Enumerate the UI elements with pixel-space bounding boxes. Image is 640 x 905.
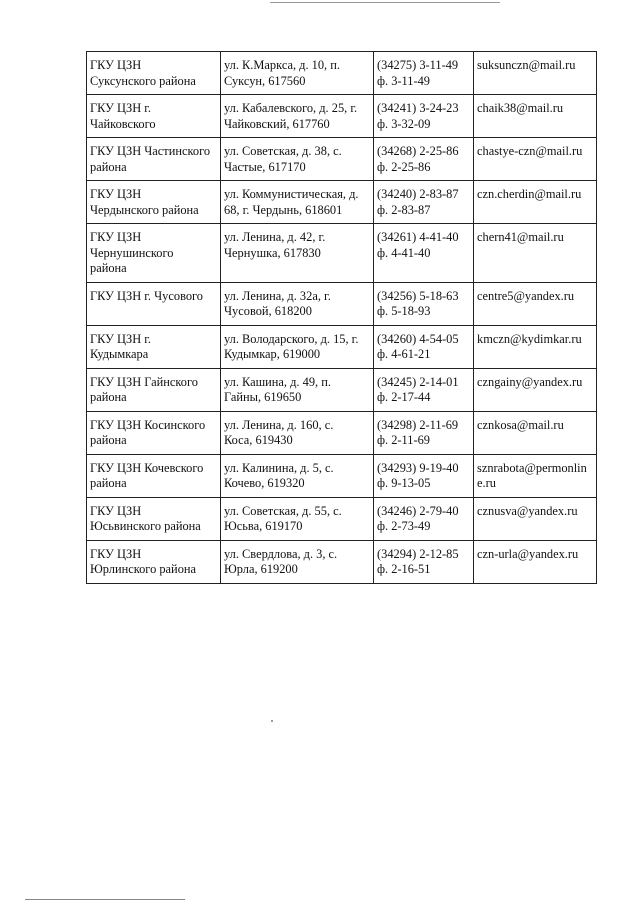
table-row <box>87 497 597 540</box>
email-cell: suksunczn@mail.ru <box>474 52 597 95</box>
phone-cell: (34240) 2-83-87 ф. 2-83-87 <box>374 181 474 224</box>
table-row <box>87 540 597 583</box>
center-name-cell: ГКУ ЦЗН г. Чайковского <box>87 95 221 138</box>
phone-cell: (34241) 3-24-23 ф. 3-32-09 <box>374 95 474 138</box>
email-cell: chastye-czn@mail.ru <box>474 138 597 181</box>
phone-cell: (34293) 9-19-40 ф. 9-13-05 <box>374 454 474 497</box>
email-cell: czn-urla@yandex.ru <box>474 540 597 583</box>
address-cell: ул. Кашина, д. 49, п. Гайны, 619650 <box>221 368 374 411</box>
center-name-cell: ГКУ ЦЗН г. Кудымкара <box>87 325 221 368</box>
email-cell: kmczn@kydimkar.ru <box>474 325 597 368</box>
center-name-cell: ГКУ ЦЗН Юсьвинского района <box>87 497 221 540</box>
phone-cell: (34268) 2-25-86 ф. 2-25-86 <box>374 138 474 181</box>
address-cell: ул. Ленина, д. 32а, г. Чусовой, 618200 <box>221 282 374 325</box>
table-row <box>87 325 597 368</box>
address-cell: ул. Коммунистическая, д. 68, г. Чердынь, 618601 <box>221 181 374 224</box>
phone-cell: (34275) 3-11-49 ф. 3-11-49 <box>374 52 474 95</box>
email-cell: sznrabota@permonline.ru <box>474 454 597 497</box>
employment-centers-table <box>86 51 597 584</box>
address-cell: ул. Советская, д. 55, с. Юсьва, 619170 <box>221 497 374 540</box>
scan-top-rule <box>270 2 500 3</box>
email-cell: cznusva@yandex.ru <box>474 497 597 540</box>
address-cell: ул. Ленина, д. 42, г. Чернушка, 617830 <box>221 224 374 283</box>
table-row <box>87 368 597 411</box>
phone-cell: (34256) 5-18-63 ф. 5-18-93 <box>374 282 474 325</box>
phone-cell: (34260) 4-54-05 ф. 4-61-21 <box>374 325 474 368</box>
table-row <box>87 282 597 325</box>
phone-cell: (34298) 2-11-69 ф. 2-11-69 <box>374 411 474 454</box>
email-cell: czn.cherdin@mail.ru <box>474 181 597 224</box>
center-name-cell: ГКУ ЦЗН Чердынского района <box>87 181 221 224</box>
center-name-cell: ГКУ ЦЗН Кочевского района <box>87 454 221 497</box>
center-name-cell: ГКУ ЦЗН Юрлинского района <box>87 540 221 583</box>
address-cell: ул. Кабалевского, д. 25, г. Чайковский, 617760 <box>221 95 374 138</box>
address-cell: ул. Свердлова, д. 3, с. Юрла, 619200 <box>221 540 374 583</box>
address-cell: ул. Ленина, д. 160, с. Коса, 619430 <box>221 411 374 454</box>
center-name-cell: ГКУ ЦЗН Гайнского района <box>87 368 221 411</box>
phone-cell: (34261) 4-41-40 ф. 4-41-40 <box>374 224 474 283</box>
center-name-cell: ГКУ ЦЗН Суксунского района <box>87 52 221 95</box>
phone-cell: (34294) 2-12-85 ф. 2-16-51 <box>374 540 474 583</box>
table-row <box>87 181 597 224</box>
address-cell: ул. Володарского, д. 15, г. Кудымкар, 619000 <box>221 325 374 368</box>
address-cell: ул. К.Маркса, д. 10, п. Суксун, 617560 <box>221 52 374 95</box>
email-cell: centre5@yandex.ru <box>474 282 597 325</box>
table-row <box>87 138 597 181</box>
table-row <box>87 454 597 497</box>
center-name-cell: ГКУ ЦЗН Частинского района <box>87 138 221 181</box>
table-row <box>87 52 597 95</box>
email-cell: czngainy@yandex.ru <box>474 368 597 411</box>
phone-cell: (34245) 2-14-01 ф. 2-17-44 <box>374 368 474 411</box>
table-row <box>87 224 597 283</box>
center-name-cell: ГКУ ЦЗН Косинского района <box>87 411 221 454</box>
email-cell: cznkosa@mail.ru <box>474 411 597 454</box>
email-cell: chaik38@mail.ru <box>474 95 597 138</box>
phone-cell: (34246) 2-79-40 ф. 2-73-49 <box>374 497 474 540</box>
scan-bottom-rule <box>25 899 185 900</box>
center-name-cell: ГКУ ЦЗН Чернушинского района <box>87 224 221 283</box>
scan-speck <box>271 720 273 722</box>
address-cell: ул. Советская, д. 38, с. Частые, 617170 <box>221 138 374 181</box>
table-row <box>87 95 597 138</box>
email-cell: chern41@mail.ru <box>474 224 597 283</box>
address-cell: ул. Калинина, д. 5, с. Кочево, 619320 <box>221 454 374 497</box>
table-row <box>87 411 597 454</box>
center-name-cell: ГКУ ЦЗН г. Чусового <box>87 282 221 325</box>
